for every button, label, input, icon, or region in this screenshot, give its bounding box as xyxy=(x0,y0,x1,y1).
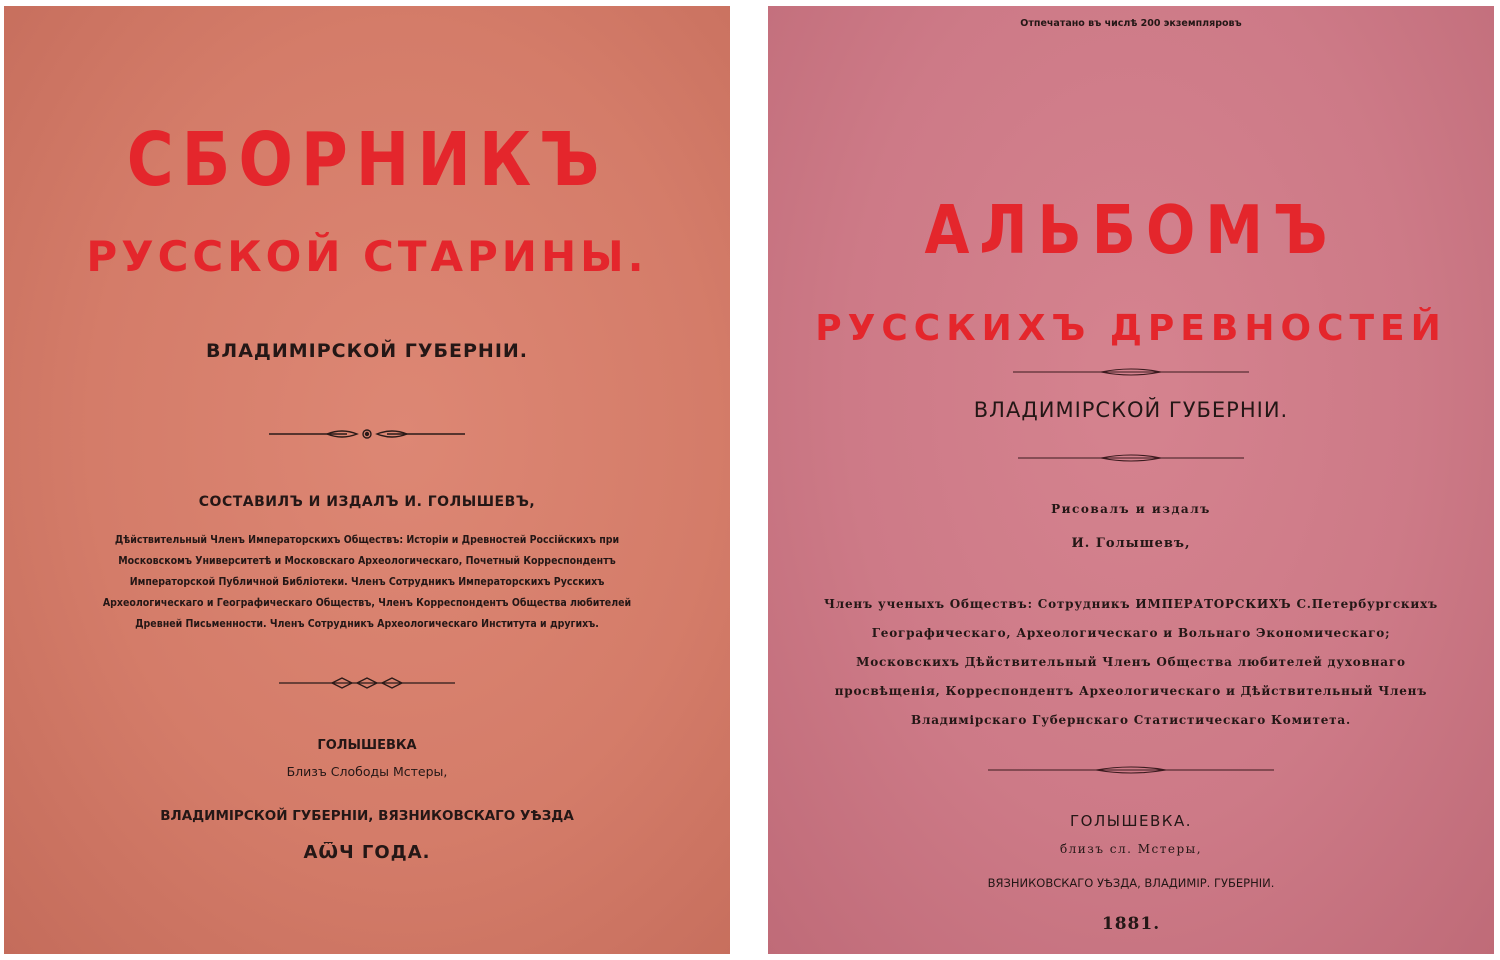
left-year: АѾЧ ГОДА. xyxy=(303,842,431,863)
left-ornament-divider-middle xyxy=(277,676,457,690)
right-ornament-divider-top xyxy=(1011,366,1251,378)
left-title-page xyxy=(4,6,730,954)
right-place-line3: ВЯЗНИКОВСКАГО УѢЗДА, ВЛАДИМІР. ГУБЕРНІИ. xyxy=(987,876,1275,890)
right-place-line1: ГОЛЫШЕВКА. xyxy=(1070,812,1192,830)
right-title-page xyxy=(768,6,1494,954)
right-print-run-note: Отпечатано въ числѣ 200 экземпляровъ xyxy=(1020,18,1242,29)
left-author: СОСТАВИЛЪ И ИЗДАЛЪ И. ГОЛЫШЕВЪ, xyxy=(198,494,536,510)
right-drew-and-published: Рисовалъ и издалъ xyxy=(1051,502,1211,516)
right-ornament-divider-bottom xyxy=(986,764,1276,776)
right-author: И. Голышевъ, xyxy=(1071,536,1191,551)
left-title-line1: СБОРНИКЪ xyxy=(126,118,608,204)
right-subtitle: ВЛАДИМІРСКОЙ ГУБЕРНІИ. xyxy=(973,398,1289,422)
right-title-line1: АЛЬБОМЪ xyxy=(924,190,1338,270)
left-place-line1: ГОЛЫШЕВКА xyxy=(317,738,417,753)
right-ornament-divider-second xyxy=(1016,452,1246,464)
left-subtitle: ВЛАДИМІРСКОЙ ГУБЕРНІИ. xyxy=(205,340,529,362)
right-place-line2: близъ сл. Мстеры, xyxy=(1059,842,1203,856)
left-ornament-divider-top xyxy=(267,426,467,442)
left-description: Дѣйствительный Членъ Императорскихъ Обществъ: Исторіи и Древностей Россійскихъ при Московскомъ Университетѣ и Московскаго Археологическаго, Почетный Корреспондентъ Императорской Публичной Библіотеки. Членъ Сотрудникъ Императорскихъ Русскихъ Археологическаго и Географическаго Обществъ, Членъ Корреспондентъ Общества любителей Древней Письменности. Членъ Сотрудникъ Археологическаго Института и другихъ. xyxy=(102,534,632,630)
right-year: 1881. xyxy=(1101,914,1161,934)
right-description: Членъ ученыхъ Обществъ: Сотрудникъ ИМПЕРАТОРСКИХЪ С.Петербургскихъ Географическаго, Археологическаго и Вольнаго Экономическаго; Московскихъ Дѣйствительный Членъ Общества любителей духовнаго просвѣщенія, Корреспондентъ Археологическаго и Дѣйствительный Членъ Владимірскаго Губернскаго Статистическаго Комитета. xyxy=(823,597,1439,727)
left-title-line2: РУССКОЙ СТАРИНЫ. xyxy=(86,232,648,281)
left-place-line2: Близъ Слободы Мстеры, xyxy=(286,764,448,779)
left-place-line3: ВЛАДИМІРСКОЙ ГУБЕРНІИ, ВЯЗНИКОВСКАГО УѢЗДА xyxy=(160,808,574,824)
right-title-line2: РУССКИХЪ ДРЕВНОСТЕЙ xyxy=(815,308,1447,349)
